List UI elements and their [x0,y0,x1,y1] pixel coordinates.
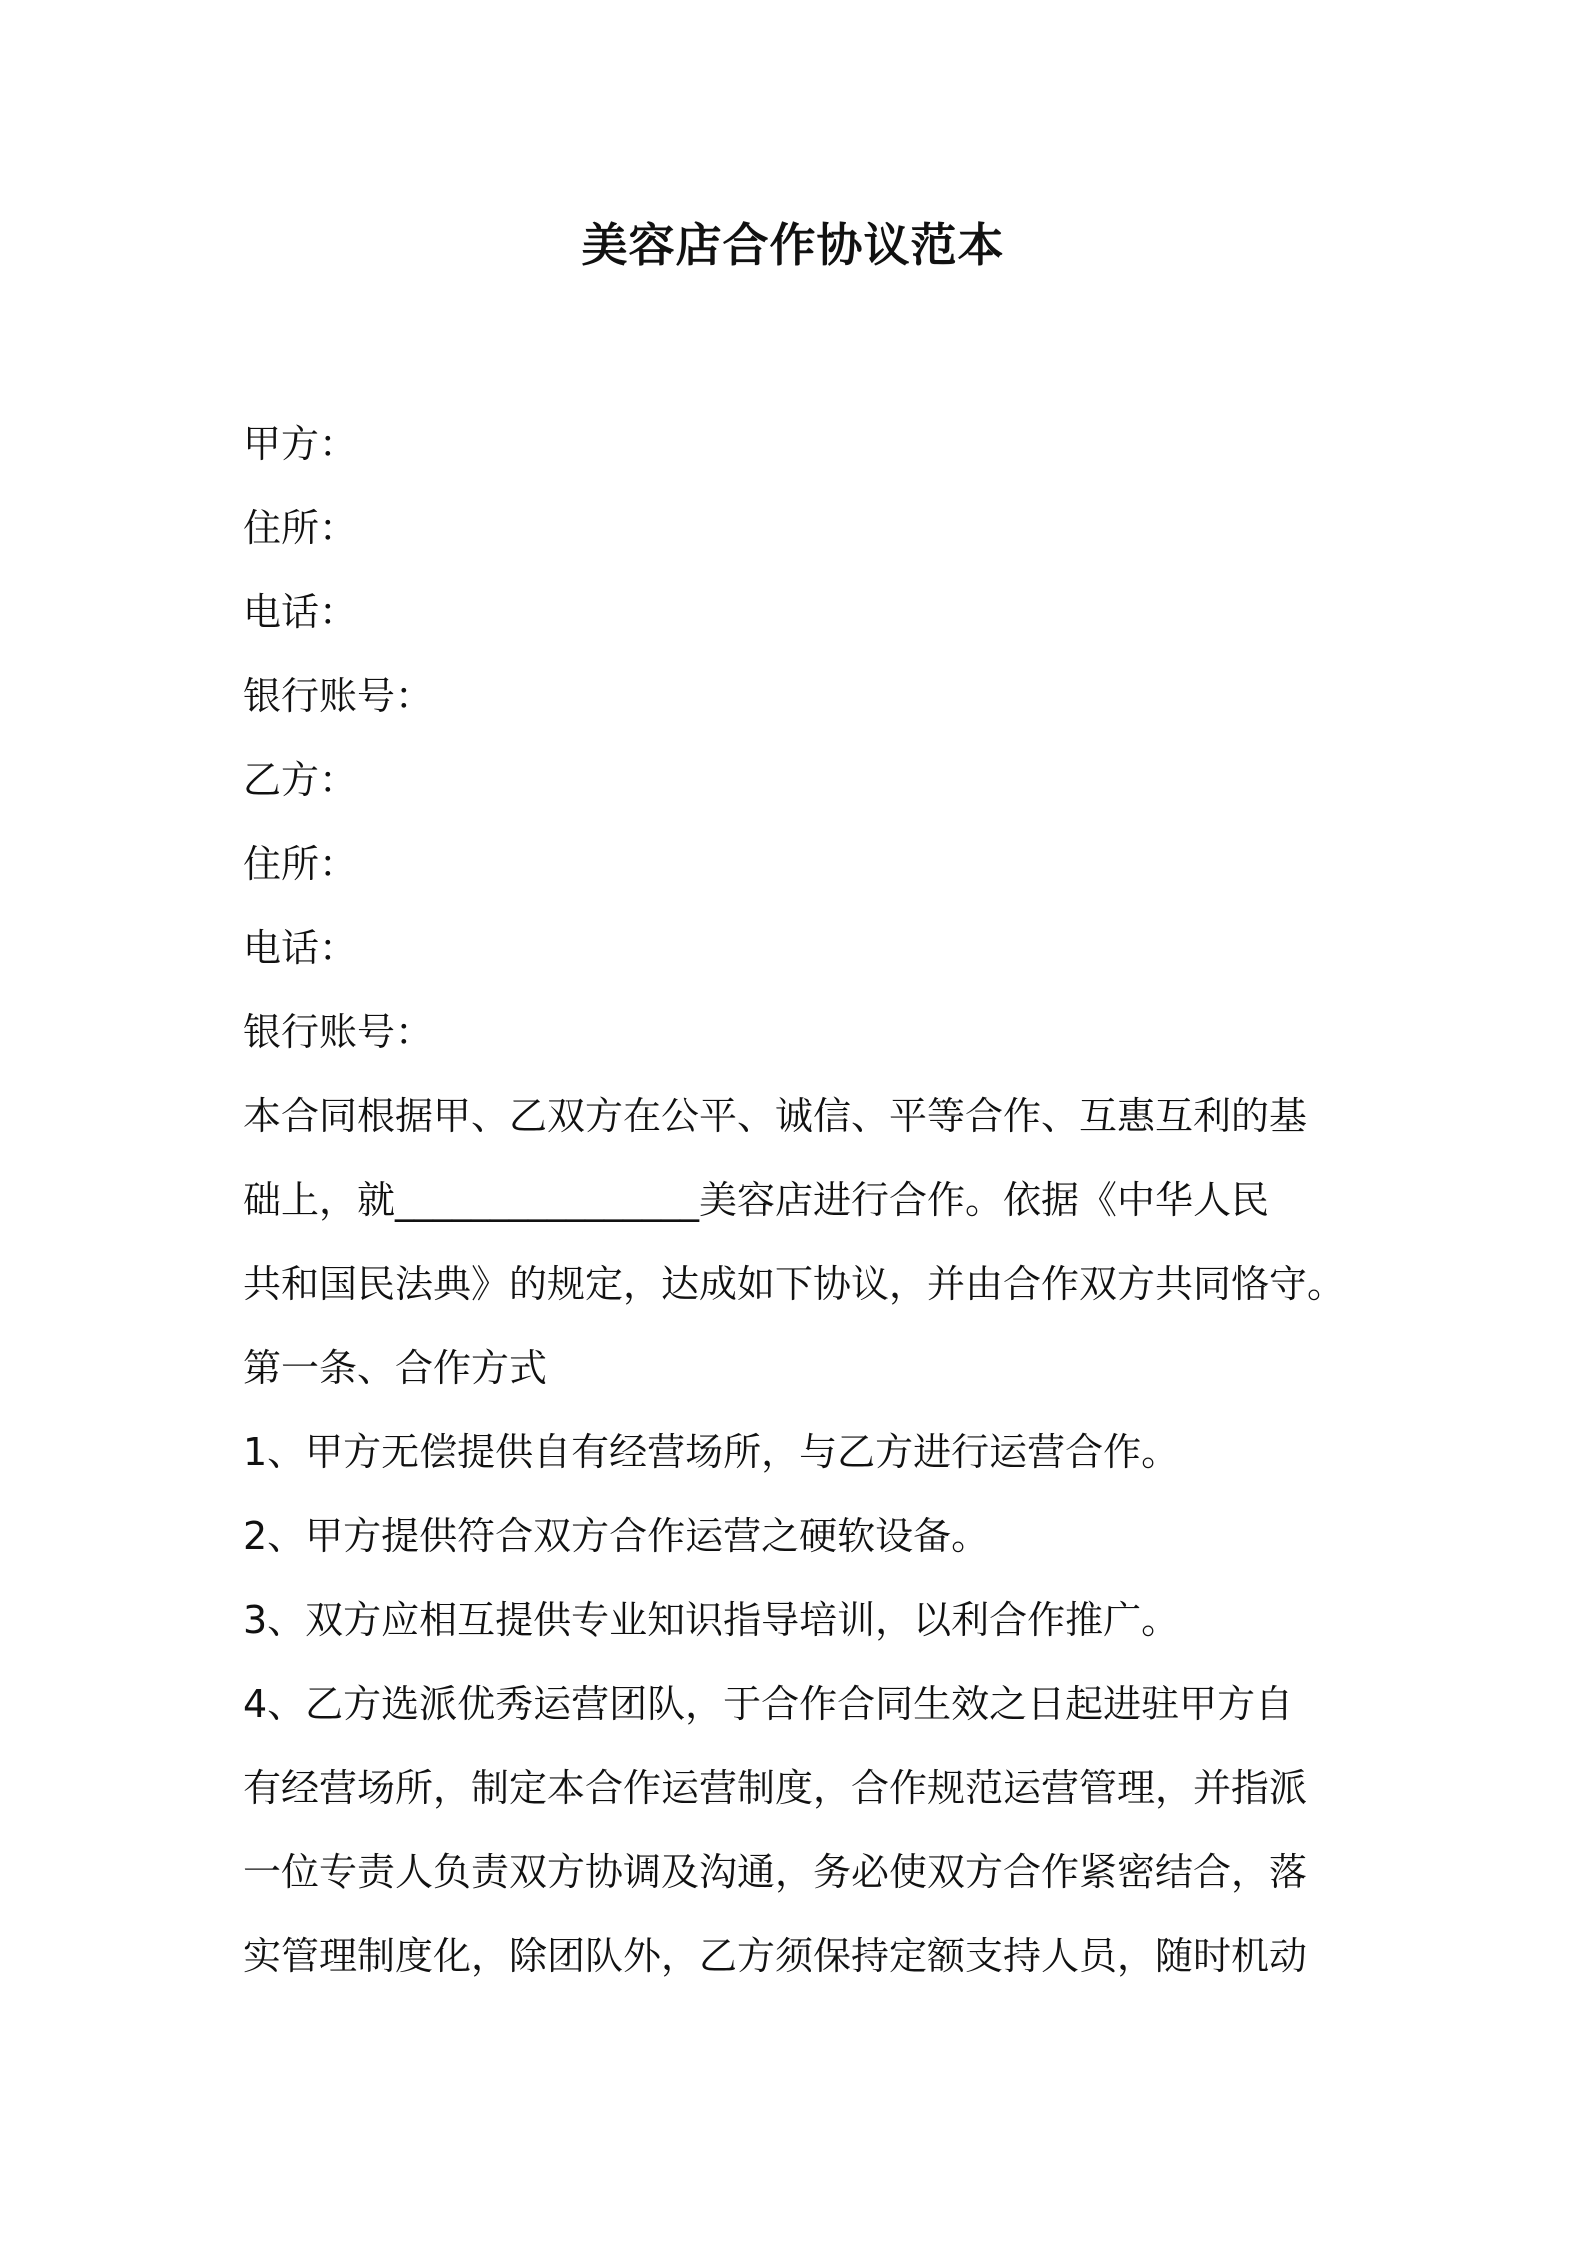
party-a-label: 甲方： [243,422,358,466]
party-a-address-label: 住所： [243,506,358,550]
party-b-bank-account-label: 银行账号： [243,1010,434,1054]
clause-2: 2、甲方提供符合双方合作运营之硬软设备。 [243,1514,990,1558]
party-a-phone-label: 电话： [243,590,358,634]
document-title: 美容店合作协议范本 [581,218,1005,272]
intro-paragraph-line: 本合同根据甲、乙双方在公平、诚信、平等合作、互惠互利的基 [243,1094,1308,1138]
clause-1: 1、甲方无偿提供自有经营场所，与乙方进行运营合作。 [243,1430,1180,1474]
clause-3: 3、双方应相互提供专业知识指导培训，以利合作推广。 [243,1598,1180,1642]
party-b-address-label: 住所： [243,842,358,886]
clause-4-line: 4、乙方选派优秀运营团队，于合作合同生效之日起进驻甲方自 [243,1682,1294,1726]
clause-4-line: 有经营场所，制定本合作运营制度，合作规范运营管理，并指派 [243,1766,1308,1810]
intro-paragraph-line: 础上，就________________美容店进行合作。依据《中华人民 [243,1178,1270,1222]
document-body [243,402,1363,1998]
intro-paragraph-line: 共和国民法典》的规定，达成如下协议，并由合作双方共同恪守。 [243,1262,1346,1306]
party-a-bank-account-label: 银行账号： [243,674,434,718]
party-b-phone-label: 电话： [243,926,358,970]
clause-4-line: 一位专责人负责双方协调及沟通，务必使双方合作紧密结合，落 [243,1850,1308,1894]
clause-4-line: 实管理制度化，除团队外，乙方须保持定额支持人员，随时机动 [243,1934,1308,1978]
party-b-label: 乙方： [243,758,358,802]
article-one-heading: 第一条、合作方式 [243,1346,548,1390]
